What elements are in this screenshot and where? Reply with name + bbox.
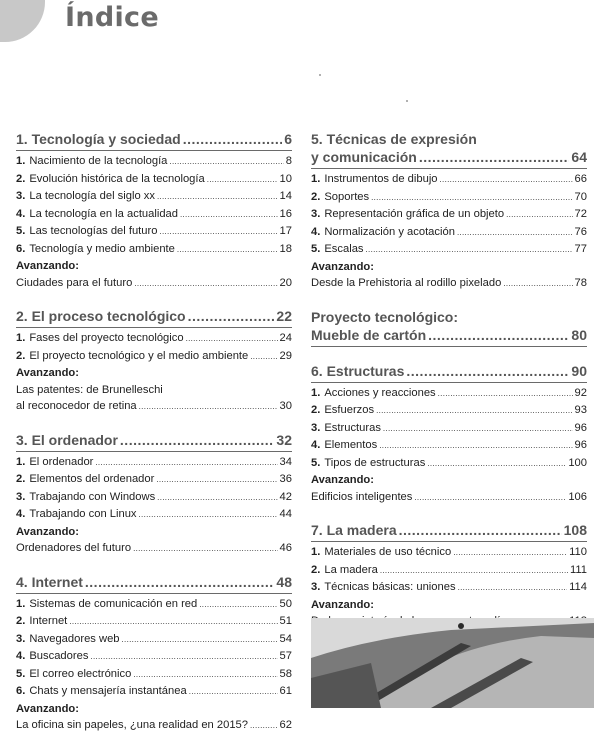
dot-leader [133, 541, 277, 558]
dot-leader [383, 421, 573, 438]
toc-entry[interactable] [16, 206, 292, 224]
entry-title: Internet [29, 615, 68, 627]
entry-page-number: 114 [569, 581, 587, 593]
entry-number: 1. [16, 332, 26, 344]
dot-leader [180, 207, 278, 224]
dot-leader [95, 455, 277, 472]
section-page-number: 22 [276, 308, 292, 324]
dot-leader [458, 580, 568, 597]
advanced-entry[interactable] [311, 489, 587, 507]
toc-entry[interactable] [16, 153, 292, 171]
entry-title: Soportes [324, 190, 370, 203]
section-title[interactable] [16, 573, 292, 591]
entry-page-number: 58 [279, 667, 292, 680]
advanced-page-number: 106 [568, 490, 587, 503]
dot-leader [69, 614, 277, 631]
advanced-label: Avanzando: [16, 367, 79, 379]
entry-number: 1. [16, 155, 26, 167]
toc-entry[interactable] [311, 171, 587, 189]
entry-page-number: 96 [574, 421, 587, 434]
dot-leader [122, 632, 278, 649]
toc-entry[interactable] [16, 471, 292, 489]
section-divider [16, 593, 292, 594]
toc-entry[interactable] [311, 206, 587, 224]
toc-entry[interactable] [311, 224, 587, 242]
section-title-text: 7. La madera [311, 522, 397, 538]
entry-number: 1. [311, 386, 321, 399]
entry-title: Trabajando con Windows [29, 490, 156, 503]
advanced-entry[interactable] [311, 275, 587, 293]
toc-entry[interactable] [311, 402, 587, 420]
entry-page-number: 72 [574, 208, 587, 220]
dot-leader [159, 224, 277, 241]
entry-page-number: 42 [279, 490, 292, 503]
entry-number: 2. [16, 473, 26, 485]
entry-number: 2. [16, 172, 26, 185]
toc-entry[interactable] [311, 437, 587, 455]
section-divider [311, 168, 587, 169]
section-page-number: 90 [571, 362, 587, 379]
section-page-number: 64 [571, 149, 587, 165]
entry-title: Esfuerzos [324, 404, 375, 416]
section-page-number: 32 [276, 431, 292, 448]
dot-leader [207, 172, 278, 189]
speck [406, 100, 408, 102]
entry-number: 4. [311, 225, 321, 238]
chair-photo-image [311, 618, 594, 708]
advanced-entry[interactable] [16, 540, 292, 558]
dot-leader [453, 545, 567, 562]
entry-title: El ordenador [29, 455, 94, 468]
dot-leader [157, 189, 278, 206]
section-title-text: 1. Tecnología y sociedad [16, 131, 181, 147]
dot-leader [427, 456, 566, 473]
advanced-title: La oficina sin papeles, ¿una realidad en 2015? [16, 719, 248, 731]
section-title[interactable] [16, 431, 292, 449]
entry-number: 6. [16, 685, 26, 697]
section-title-text: y comunicación [311, 149, 417, 165]
section-divider [16, 327, 292, 328]
entry-title: Elementos del ordenador [29, 473, 155, 485]
entry-page-number: 18 [279, 242, 292, 255]
dot-leader [186, 331, 278, 348]
corner-tab [0, 0, 45, 42]
section-divider [16, 451, 292, 452]
entry-title: Las tecnologías del futuro [29, 225, 158, 237]
toc-entry[interactable] [16, 613, 292, 631]
toc-entry[interactable] [16, 648, 292, 666]
advanced-title-line: Las patentes: de Brunelleschi [16, 383, 163, 396]
entry-title: Buscadores [29, 650, 89, 662]
toc-entry[interactable] [311, 385, 587, 403]
entry-number: 6. [16, 242, 26, 255]
section-title[interactable] [311, 362, 587, 380]
entry-page-number: 110 [569, 546, 587, 558]
toc-section [16, 431, 292, 558]
advanced-title: Ordenadores del futuro [16, 542, 132, 554]
entry-title: Materiales de uso técnico [324, 546, 452, 558]
toc-entry[interactable] [16, 241, 292, 259]
dot-leader [428, 326, 569, 344]
entry-number: 1. [16, 455, 26, 468]
entry-page-number: 77 [574, 243, 587, 255]
advanced-label: Avanzando: [16, 525, 79, 538]
toc-column-left [16, 130, 292, 750]
toc-entry[interactable] [311, 241, 587, 259]
dot-leader [419, 148, 570, 166]
advanced-page-number: 46 [279, 542, 292, 554]
entry-title: Instrumentos de dibujo [324, 173, 438, 185]
section-page-number: 108 [563, 522, 587, 538]
section-divider [311, 382, 587, 383]
dot-leader [399, 521, 562, 539]
entry-number: 4. [16, 650, 26, 662]
dot-leader [169, 154, 283, 171]
section-divider [311, 346, 587, 347]
toc-entry[interactable] [16, 330, 292, 348]
entry-page-number: 34 [279, 455, 292, 468]
dot-leader [199, 597, 277, 614]
toc-section [311, 308, 587, 347]
entry-page-number: 93 [574, 404, 587, 416]
toc-entry[interactable] [311, 562, 587, 580]
section-title-line: Proyecto tecnológico: [311, 308, 459, 325]
toc-entry[interactable] [16, 596, 292, 614]
entry-number: 3. [311, 421, 321, 434]
entry-title: Estructuras [324, 421, 381, 434]
dot-leader [250, 718, 278, 735]
advanced-entry[interactable] [16, 398, 292, 416]
entry-number: 2. [311, 404, 321, 416]
dot-leader [438, 386, 573, 403]
entry-number: 1. [16, 597, 26, 610]
entry-number: 1. [311, 546, 321, 558]
entry-title: Acciones y reacciones [324, 386, 436, 399]
dot-leader [376, 403, 572, 420]
section-divider [311, 541, 587, 542]
dot-leader [120, 431, 275, 449]
toc-column-right [311, 130, 587, 646]
toc-section [311, 362, 587, 507]
advanced-page-number: 30 [279, 400, 292, 412]
toc-entry[interactable] [16, 489, 292, 507]
entry-title: El proyecto tecnológico y el medio ambiente [29, 349, 249, 362]
section-page-number: 48 [276, 573, 292, 590]
section-title[interactable] [311, 521, 587, 539]
dot-leader [503, 276, 572, 293]
dot-leader [506, 207, 572, 224]
toc-entry[interactable] [311, 420, 587, 438]
toc-section [16, 307, 292, 416]
advanced-entry[interactable] [16, 275, 292, 293]
toc-section [311, 130, 587, 293]
dot-leader [366, 242, 573, 259]
entry-title: La tecnología en la actualidad [29, 207, 179, 220]
dot-leader [457, 225, 573, 242]
entry-page-number: 54 [279, 632, 292, 645]
entry-number: 4. [16, 207, 26, 220]
entry-title: Tipos de estructuras [324, 456, 426, 469]
toc-entry[interactable] [311, 544, 587, 562]
entry-number: 4. [311, 439, 321, 451]
section-title-text: 4. Internet [16, 573, 83, 590]
section-title-text: 3. El ordenador [16, 431, 118, 448]
dot-leader [380, 563, 568, 580]
advanced-title: Ciudades para el futuro [16, 276, 133, 289]
entry-page-number: 36 [279, 473, 292, 485]
entry-number: 2. [16, 349, 26, 362]
dot-leader [440, 172, 573, 189]
entry-title: Escalas [324, 243, 364, 255]
entry-page-number: 16 [279, 207, 292, 220]
entry-title: Evolución histórica de la tecnología [29, 172, 205, 185]
entry-number: 2. [311, 563, 321, 576]
entry-title: Normalización y acotación [324, 225, 455, 238]
entry-number: 3. [16, 632, 26, 645]
advanced-label: Avanzando: [311, 598, 374, 611]
toc-section [16, 573, 292, 735]
entry-number: 4. [16, 508, 26, 520]
entry-page-number: 50 [279, 597, 292, 610]
entry-number: 5. [16, 667, 26, 680]
entry-page-number: 57 [279, 650, 292, 662]
entry-page-number: 61 [279, 685, 292, 697]
dot-leader [156, 472, 277, 489]
dot-leader [139, 399, 278, 416]
section-page-number: 6 [284, 131, 292, 147]
entry-number: 3. [16, 490, 26, 503]
entry-number: 2. [311, 190, 321, 203]
toc-entry[interactable] [16, 683, 292, 701]
entry-page-number: 51 [279, 615, 292, 627]
toc-entry[interactable] [16, 188, 292, 206]
entry-title: Trabajando con Linux [29, 508, 137, 520]
section-title-text: Mueble de cartón [311, 326, 427, 343]
advanced-label: Avanzando: [311, 260, 374, 273]
dot-leader [183, 130, 283, 148]
entry-page-number: 17 [279, 225, 292, 237]
toc-entry[interactable] [311, 579, 587, 597]
section-title[interactable] [311, 148, 587, 166]
entry-number: 5. [311, 456, 321, 469]
entry-title: Técnicas básicas: uniones [324, 581, 456, 593]
dot-leader [139, 507, 278, 524]
toc-entry[interactable] [16, 171, 292, 189]
toc-entry[interactable] [311, 455, 587, 473]
entry-title: El correo electrónico [29, 667, 132, 680]
section-divider [16, 150, 292, 151]
advanced-page-number: 20 [279, 276, 292, 289]
dot-leader [85, 573, 275, 591]
advanced-title: Edificios inteligentes [311, 490, 413, 503]
entry-title: Nacimiento de la tecnología [29, 155, 168, 167]
entry-number: 5. [311, 243, 321, 255]
section-title-text: 2. El proceso tecnológico [16, 308, 186, 324]
entry-number: 2. [16, 615, 26, 627]
entry-page-number: 76 [574, 225, 587, 238]
toc-entry[interactable] [311, 189, 587, 207]
entry-title: Sistemas de comunicación en red [29, 597, 198, 610]
toc-section [16, 130, 292, 292]
entry-page-number: 14 [279, 190, 292, 202]
section-page-number: 80 [571, 326, 587, 343]
entry-title: Elementos [324, 439, 378, 451]
entry-page-number: 96 [574, 439, 587, 451]
dot-leader [177, 242, 278, 259]
dot-leader [371, 190, 572, 207]
entry-page-number: 92 [574, 386, 587, 399]
advanced-label: Avanzando: [311, 474, 374, 486]
dot-leader [188, 307, 275, 325]
advanced-page-number: 62 [279, 719, 292, 731]
dot-leader [379, 438, 572, 455]
entry-page-number: 29 [279, 349, 292, 362]
toc-entry[interactable] [16, 506, 292, 524]
entry-page-number: 111 [569, 563, 587, 576]
advanced-title: al reconocedor de retina [16, 400, 137, 412]
entry-number: 3. [311, 208, 321, 220]
toc-entry[interactable] [16, 631, 292, 649]
entry-page-number: 44 [279, 508, 292, 520]
speck [319, 74, 321, 76]
section-title[interactable] [16, 307, 292, 325]
entry-title: Navegadores web [29, 632, 120, 645]
advanced-label: Avanzando: [16, 702, 79, 715]
toc-entry[interactable] [16, 666, 292, 684]
entry-title: La tecnología del siglo xx [29, 190, 155, 202]
entry-title: Chats y mensajería instantánea [29, 685, 187, 697]
advanced-label: Avanzando: [16, 260, 79, 272]
entry-page-number: 66 [574, 173, 587, 185]
advanced-title: Desde la Prehistoria al rodillo pixelado [311, 277, 502, 289]
dot-leader [90, 649, 277, 666]
entry-number: 3. [16, 190, 26, 202]
dot-leader [134, 276, 277, 293]
dot-leader [157, 490, 277, 507]
entry-number: 3. [311, 581, 321, 593]
dot-leader [189, 684, 278, 701]
entry-title: Fases del proyecto tecnológico [29, 332, 184, 344]
entry-title: Tecnología y medio ambiente [29, 242, 175, 255]
toc-section [311, 521, 587, 631]
toc-entry[interactable] [16, 348, 292, 366]
section-title[interactable] [311, 326, 587, 344]
entry-page-number: 100 [568, 456, 587, 469]
entry-page-number: 24 [279, 332, 292, 344]
dot-leader [250, 349, 277, 366]
toc-entry[interactable] [16, 454, 292, 472]
section-title-line: 5. Técnicas de expresión [311, 131, 477, 147]
entry-title: Representación gráfica de un objeto [324, 208, 505, 220]
entry-number: 5. [16, 225, 26, 237]
entry-number: 1. [311, 173, 321, 185]
dot-leader [414, 490, 566, 507]
entry-page-number: 10 [279, 172, 292, 185]
entry-title: La madera [324, 563, 378, 576]
toc-entry[interactable] [16, 223, 292, 241]
section-title[interactable] [16, 130, 292, 148]
advanced-page-number: 78 [574, 277, 587, 289]
advanced-entry[interactable] [16, 717, 292, 735]
page-title: Índice [65, 2, 159, 33]
entry-page-number: 8 [285, 155, 292, 167]
dot-leader [133, 667, 277, 684]
section-title-text: 6. Estructuras [311, 362, 405, 379]
dot-leader [406, 362, 569, 380]
entry-page-number: 70 [574, 190, 587, 203]
cover-photo [311, 618, 594, 708]
